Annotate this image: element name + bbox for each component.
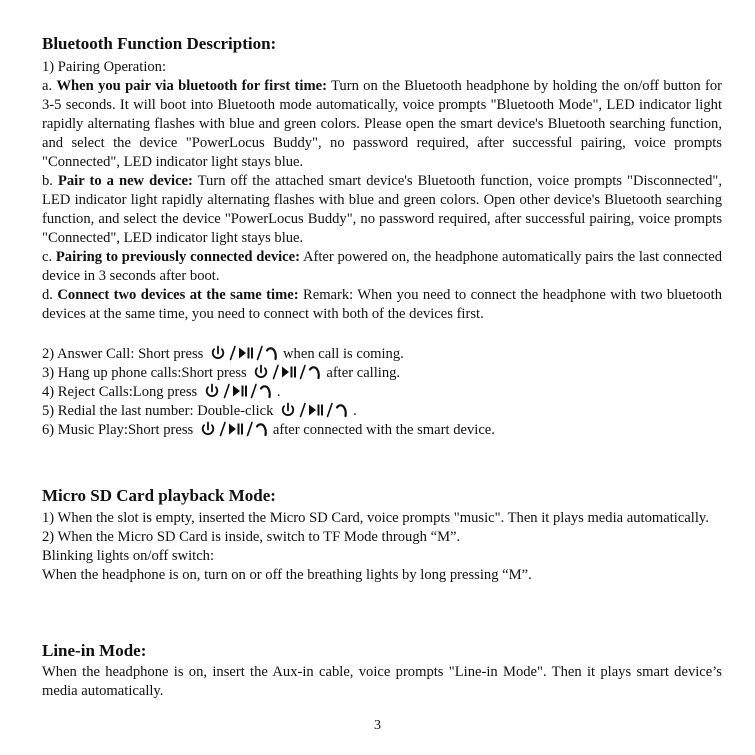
power-play-phone-icon bbox=[210, 345, 280, 361]
power-icon bbox=[203, 423, 214, 435]
power-play-phone-icon bbox=[280, 402, 350, 418]
bluetooth-heading: Bluetooth Function Description: bbox=[42, 34, 277, 53]
micro-sd-section bbox=[42, 509, 722, 585]
phone-icon bbox=[310, 367, 319, 378]
power-play-phone-icon bbox=[204, 383, 274, 399]
control-line-answer: 2) Answer Call: Short press when call is coming. bbox=[42, 346, 404, 362]
line-in-text: When the headphone is on, insert the Aux-in cable, voice prompts "Line-in Mode". Then it plays smart device’s media automatically. bbox=[42, 664, 722, 699]
pairing-item-text: After powered on, the headphone automatically pairs the last connected device in 3 seconds after boot. bbox=[42, 249, 722, 284]
slash-separator bbox=[220, 423, 225, 436]
pairing-item-text: Remark: When you need to connect the headphone with two bluetooth devices at the same time, you need to connect with both of the devices first. bbox=[42, 287, 723, 322]
control-line-hangup: 3) Hang up phone calls:Short press after calling. bbox=[42, 365, 401, 381]
phone-icon bbox=[257, 424, 266, 435]
pairing-item-label: Connect two devices at the same time: bbox=[57, 287, 299, 303]
slash-separator bbox=[301, 404, 306, 417]
pairing-item-d: d. Connect two devices at the same time: Remark: When you need to connect the headphone with two bluetooth devices at the same time, you need to connect with both of the devices first. bbox=[42, 287, 723, 322]
play-pause-icon bbox=[229, 424, 243, 435]
power-icon bbox=[256, 366, 267, 378]
pairing-title: 1) Pairing Operation: bbox=[42, 59, 167, 75]
pairing-section bbox=[42, 58, 722, 324]
power-icon bbox=[283, 404, 294, 416]
pairing-item-label: Pairing to previously connected device: bbox=[55, 249, 300, 265]
play-pause-icon bbox=[233, 386, 247, 397]
controls-list bbox=[42, 345, 722, 440]
micro-sd-line: 2) When the Micro SD Card is inside, switch to TF Mode through “M”. bbox=[42, 529, 461, 545]
slash-separator bbox=[274, 366, 279, 379]
control-line-music: 6) Music Play:Short press after connected with the smart device. bbox=[42, 422, 495, 438]
micro-sd-line: 1) When the slot is empty, inserted the Micro SD Card, voice prompts "music". Then it plays media automatically. bbox=[42, 510, 709, 526]
phone-icon bbox=[261, 386, 270, 397]
play-pause-icon bbox=[239, 348, 253, 359]
page-number: 3 bbox=[374, 718, 381, 733]
control-line-reject: 4) Reject Calls:Long press . bbox=[42, 384, 281, 400]
pairing-item-a: a. When you pair via bluetooth for first time: Turn on the Bluetooth headphone by holding the on/off button for 3-5 seconds. It will boot into Bluetooth mode automatically, voice prompts "Bluetooth Mode", LED indicator light rapidly alternating flashes with blue and green colors. Please open the smart device's Bluetooth searching function, and select the device "PowerLocus Buddy", no password required, after successful pairing, voice prompts "Connected", LED indicator light stays blue. bbox=[42, 78, 722, 170]
play-pause-icon bbox=[282, 367, 296, 378]
slash-separator bbox=[258, 347, 263, 360]
micro-sd-heading: Micro SD Card playback Mode: bbox=[42, 486, 276, 505]
pairing-item-c: c. Pairing to previously connected device: After powered on, the headphone automatically pairs the last connected device in 3 seconds after boot. bbox=[42, 249, 722, 284]
phone-icon bbox=[337, 405, 346, 416]
slash-separator bbox=[247, 423, 252, 436]
micro-sd-line: Blinking lights on/off switch: bbox=[42, 548, 215, 564]
slash-separator bbox=[251, 385, 256, 398]
pairing-item-text: Turn off the attached smart device's Bluetooth function, voice prompts "Disconnected", LED indicator light rapidly alternating flashes with blue and green colors. Open other device's Bluetooth searching function, and select the device "PowerLocus Buddy", no password required, after successful pairing, voice prompts "Connected", LED indicator light stays blue. bbox=[42, 173, 722, 246]
power-play-phone-icon bbox=[200, 421, 270, 437]
slash-separator bbox=[328, 404, 333, 417]
pairing-item-label: When you pair via bluetooth for first time: bbox=[56, 78, 327, 94]
pairing-item-label: Pair to a new device: bbox=[57, 173, 193, 189]
slash-separator bbox=[224, 385, 229, 398]
phone-icon bbox=[267, 348, 276, 359]
line-in-section bbox=[42, 663, 722, 701]
power-play-phone-icon bbox=[253, 364, 323, 380]
micro-sd-line: When the headphone is on, turn on or off the breathing lights by long pressing “M”. bbox=[42, 567, 532, 583]
pairing-item-b: b. Pair to a new device: Turn off the attached smart device's Bluetooth function, voice prompts "Disconnected", LED indicator light rapidly alternating flashes with blue and green colors. Open other device's Bluetooth searching function, and select the device "PowerLocus Buddy", no password required, after successful pairing, voice prompts "Connected", LED indicator light stays blue. bbox=[42, 173, 722, 246]
slash-separator bbox=[301, 366, 306, 379]
play-pause-icon bbox=[309, 405, 323, 416]
pairing-item-text: Turn on the Bluetooth headphone by holding the on/off button for 3-5 seconds. It will boot into Bluetooth mode automatically, voice prompts "Bluetooth Mode", LED indicator light rapidly alternating flashes with blue and green colors. Please open the smart device's Bluetooth searching function, and select the device "PowerLocus Buddy", no password required, after successful pairing, voice prompts "Connected", LED indicator light stays blue. bbox=[42, 78, 722, 170]
power-icon bbox=[213, 347, 224, 359]
slash-separator bbox=[231, 347, 236, 360]
power-icon bbox=[207, 385, 218, 397]
control-line-redial: 5) Redial the last number: Double-click . bbox=[42, 403, 357, 419]
line-in-heading: Line-in Mode: bbox=[42, 641, 147, 660]
